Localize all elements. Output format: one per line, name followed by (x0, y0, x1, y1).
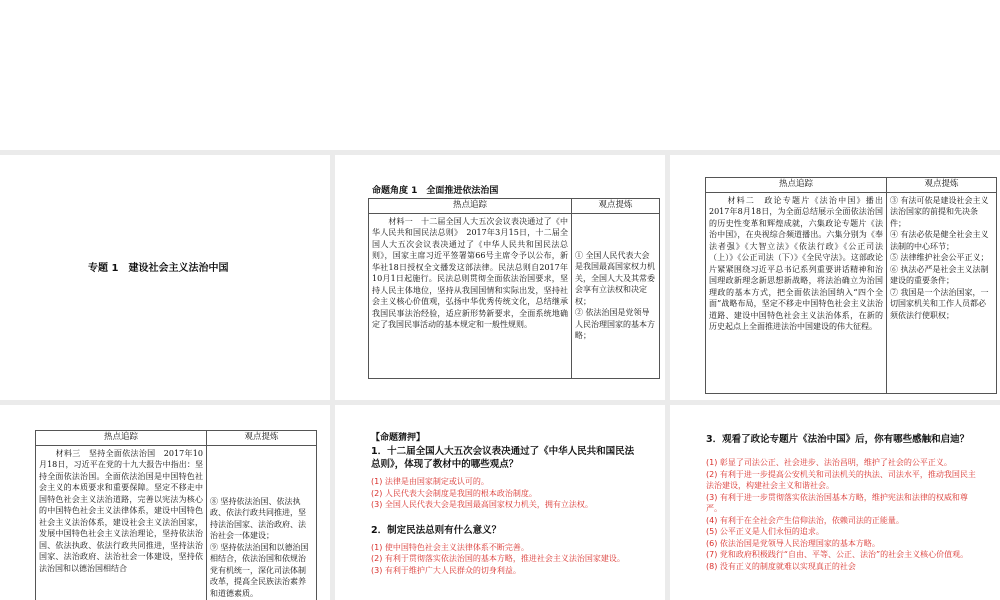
question-1: 1．十二届全国人大五次会议表决通过了《中华人民共和国民法总则》，体现了教材中的哪些观点？ (371, 446, 635, 470)
slide-material-two[interactable] (670, 155, 1000, 400)
col-header-hotspot: 热点追踪 (706, 178, 887, 193)
answer-3-item: (8) 没有正义的制度就难以实现真正的社会 (706, 561, 856, 571)
question-block (371, 432, 641, 576)
slide-question-guess[interactable] (335, 405, 665, 600)
material-text: 材料二 政论专题片《法治中国》播出 2017年8月18日，为全面总结展示全面依法治国的历史性变革和辉煌成就，六集政论专题片《法治中国》，在央视综合频道播出。六集分别为《奉法者强》《大智立法》《依法行政》《公正司法（上）》《公正司法（下）》《全民守法》。这部政论片紧紧围绕习近平总书记系列重要讲话精神和治国理政新理念新思想新战略，将法治确立为治国理政的基本方式，把全面依法治国纳入“四个全面”战略布局，坚定不移走中国特色社会主义法治道路、建设中国特色社会主义法治体系，在新的历史起点上全面推进法治中国建设的伟大征程。 (706, 192, 887, 393)
answer-2-item: (1) 使中国特色社会主义法律体系不断完善。 (371, 542, 529, 552)
analysis-table (368, 198, 660, 379)
answer-1-item: (1) 法律是由国家制定或认可的。 (371, 477, 489, 486)
blank-header-area (0, 0, 1000, 150)
col-header-points: 观点提炼 (207, 431, 317, 446)
answer-3-item: (5) 公平正义是人们永恒的追求。 (706, 527, 824, 536)
slide-topic-cover[interactable] (0, 155, 330, 400)
answer-2-item: (2) 有利于贯彻落实依法治国的基本方略，推进社会主义法治国家建设。 (371, 554, 625, 563)
question-block (706, 433, 981, 572)
slide-question-three[interactable] (670, 405, 1000, 600)
section-tag: 【命题猜押】 (371, 433, 426, 443)
slide-material-one[interactable] (335, 155, 665, 400)
material-text: 材料三 坚持全面依法治国 2017年10月18日，习近平在党的十九大报告中指出：坚持全面依法治国。全面依法治国是中国特色社会主义的本质要求和重要保障。坚定不移走中国特色社会主义法治道路，完善以宪法为核心的中国特色社会主义法律体系，建设中国特色社会主义法治体系，建设社会主义法治国家，发展中国特色社会主义法治理论，坚持依法治国、依法执政、依法行政共同推进，坚持法治国家、法治政府、法治社会一体建设，坚持依法治国和以德治国相结合 (36, 445, 207, 600)
answer-3-item: (7) 党和政府积极践行“自由、平等、公正、法治”的社会主义核心价值观。 (706, 550, 969, 559)
col-header-hotspot: 热点追踪 (36, 431, 207, 446)
material-text: 材料一 十二届全国人大五次会议表决通过了《中华人民共和国民法总则》 2017年3月15日，十二届全国人大五次会议表决通过了《中华人民共和国民法总则》，国家主席习近平签署第66号主席令予以公布，新华社18日授权全文播发这部法律。民法总则自2017年10月1日起施行。民法总则贯彻全面依法治国要求，坚持人民主体地位，坚持从我国国情和实际出发，坚持社会主义核心价值观，弘扬中华优秀传统文化，总结继承我国民事法治经验，适应新形势新要求，全面系统地确定了我国民事活动的基本规定和一般性规则。 (369, 213, 572, 378)
answer-2-item: (3) 有利于维护广大人民群众的切身利益。 (371, 565, 521, 575)
answer-3-item: (2) 有利于进一步提高公安机关和司法机关的执法、司法水平，推动我国民主法治建设，构建社会主义和谐社会。 (706, 469, 976, 490)
answer-3-item: (1) 彰显了司法公正、社会进步、法治昌明，维护了社会的公平正义。 (706, 458, 952, 467)
section-heading: 命题角度 1 全面推进依法治国 (372, 186, 499, 196)
col-header-hotspot: 热点追踪 (369, 199, 572, 214)
question-2: 2．制定民法总则有什么意义？ (371, 524, 502, 536)
answer-3-item: (3) 有利于进一步贯彻落实依法治国基本方略，维护宪法和法律的权威和尊严。 (706, 492, 968, 513)
points-text: ⑧ 坚持依法治国、依法执政、依法行政共同推进，坚持法治国家、法治政府、法治社会一体建设； ⑨ 坚持依法治国和以德治国相结合，依法治国和依规治党有机统一，深化司法体制改革，提高全民族法治素养和道德素质。 (207, 445, 317, 600)
question-3: 3．观看了政论专题片《法治中国》后，你有哪些感触和启迪？ (706, 434, 970, 445)
analysis-table (35, 430, 317, 600)
topic-title-text: 建设社会主义法治中国 (128, 263, 229, 274)
topic-title (88, 259, 228, 274)
col-header-points: 观点提炼 (572, 199, 660, 214)
answer-1-item: (3) 全国人民代表大会是我国最高国家权力机关，拥有立法权。 (371, 500, 593, 509)
answer-3-item: (6) 依法治国是党领导人民治理国家的基本方略。 (706, 538, 880, 548)
points-text: ① 全国人民代表大会是我国最高国家权力机关，全国人大及其常委会享有立法权和决定权； ② 依法治国是党领导人民治理国家的基本方略； (572, 213, 660, 378)
topic-label: 专题 1 (88, 263, 119, 274)
col-header-points: 观点提炼 (887, 178, 997, 193)
answer-3-item: (4) 有利于在全社会产生信仰法治，依赖司法的正能量。 (706, 515, 904, 525)
analysis-table (705, 177, 997, 394)
points-text: ③ 有法可依是建设社会主义法治国家的前提和先决条件； ④ 有法必依是健全社会主义法制的中心环节； ⑤ 法律维护社会公平正义； ⑥ 执法必严是社会主义法制建设的重要条件； ⑦ 我国是一个法治国家，一切国家机关和工作人员都必须依法行使职权； (887, 192, 997, 393)
answer-1-item: (2) 人民代表大会制度是我国的根本政治制度。 (371, 488, 537, 498)
slide-material-three[interactable] (0, 405, 330, 600)
